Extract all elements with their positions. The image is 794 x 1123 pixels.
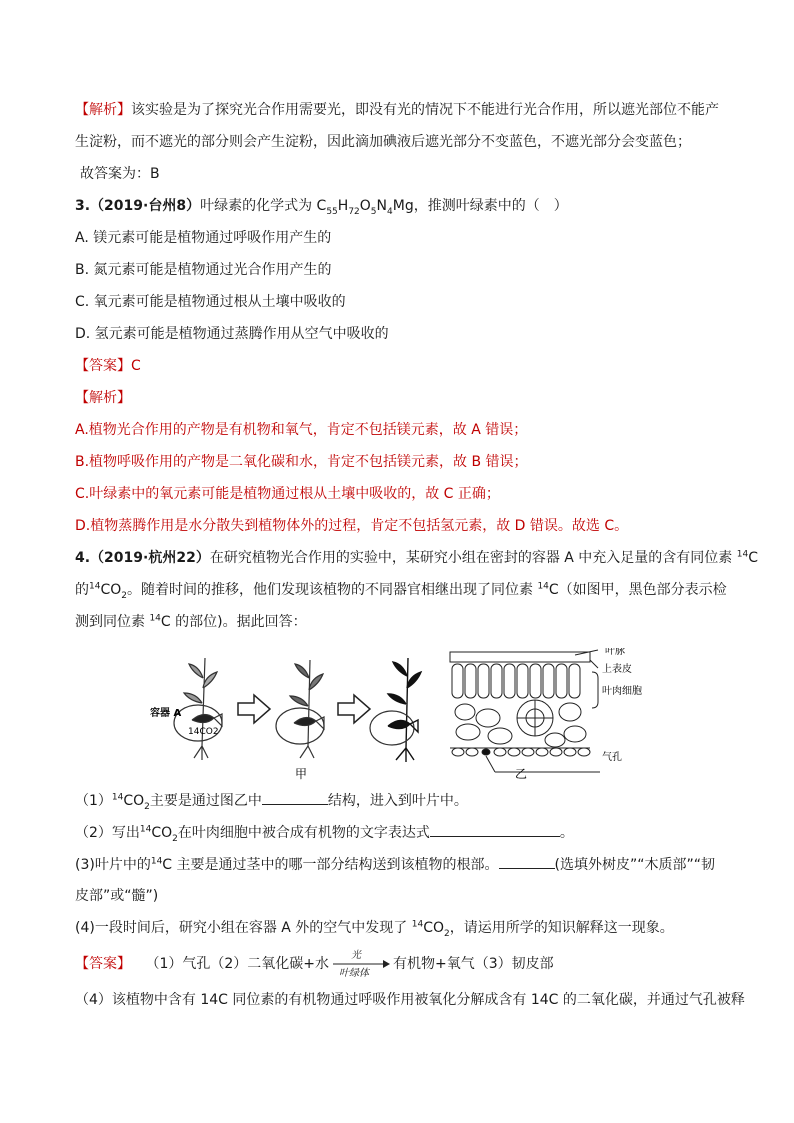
isotope-mass: 14 [149,613,161,624]
isotope-mass: 14 [411,919,424,930]
q4-stem2-post: 。随着时间的推移，他们发现该植物的不同器官相继出现了同位素 [126,582,533,598]
q4-stem1-text: 在研究植物光合作用的实验中，某研究小组在密封的容器 A 中充入足量的含有同位素 [209,550,733,566]
q4-stem2-tail: （如图甲，黑色部分表示检 [558,582,727,598]
q3-formula-sub: 4 [387,206,393,217]
q4-stem-1 [75,548,758,568]
figure-illustration [150,648,710,783]
answer-blank-3[interactable] [499,854,555,869]
q3-stem-pre: 叶绿素的化学式为 C [200,198,327,214]
q3-option-d: D. 氢元素可能是植物通过蒸腾作用从空气中吸收的 [75,326,389,342]
q3-analysis-a: A.植物光合作用的产物是有机物和氧气，肯定不包括镁元素，故 A 错误； [75,422,528,438]
container-label: 容器 A [150,708,182,719]
label-yi: 乙 [515,767,528,781]
co2-text: CO [100,582,122,598]
isotope-symbol: C [748,550,758,566]
q4-answer-part-b: 有机物+氧气（3）韧皮部 [393,956,554,972]
lower-epidermis [452,748,590,756]
prev-answer: 故答案为：B [80,166,160,182]
co2-sub: 2 [444,928,450,939]
q3-analysis-b: B.植物呼吸作用的产物是二氧化碳和水，肯定不包括镁元素，故 B 错误； [75,454,528,470]
palisade-cells [452,664,580,698]
arrow-label-top: 光 [351,950,361,961]
q3-analysis-d: D.植物蒸腾作用是水分散失到植物体外的过程，肯定不包括氢元素，故 D 错误。故选 C。 [75,518,629,534]
q3-analysis-tag: 【解析】 [75,390,131,406]
q4-sub3 [75,854,715,875]
q4-source: 4.（2019·杭州22） [75,550,210,566]
analysis-tag: 【解析】 [75,102,131,118]
q4-sub3-hint-2: 皮部”或“髓”) [75,888,159,904]
q4-sub3-post: 主要是通过茎中的哪一部分结构送到该植物的根部。 [176,857,499,873]
co2-sub: 2 [144,801,150,812]
q3-analysis-c: C.叶绿素中的氧元素可能是植物通过根从土壤中吸收的，故 C 正确； [75,486,500,502]
q4-sub2 [75,822,574,843]
q4-sub3-pre: (3)叶片中的 [75,857,151,873]
q4-sub2-post: 在叶肉细胞中被合成有机物的文字表达式 [177,825,430,841]
analysis-line-2: 生淀粉，而不遮光的部分则会产生淀粉，因此滴加碘液后遮光部分不变蓝色，不遮光部分会变蓝色； [75,134,691,150]
q4-sub1-pre: （1） [75,793,112,809]
q4-sub1-post: 结构，进入到叶片中。 [327,793,468,809]
co2-sub: 2 [121,590,127,601]
isotope-symbol: C [160,614,171,630]
label-stoma: 气孔 [602,752,622,763]
q4-answer-4: （4）该植物中含有 14C 同位素的有机物通过呼吸作用被氧化分解成含有 14C 的二氧化碳，并通过气孔被释 [75,992,745,1008]
q4-sub4 [75,918,674,938]
plant-stage-2 [276,660,324,758]
q4-answer-tag: 【答案】 [75,956,131,972]
q4-answer-part-a: （1）气孔（2）二氧化碳+水 [145,956,329,972]
isotope-mass: 14 [736,549,749,560]
plant-stage-3 [370,658,421,762]
q3-formula-el: N [376,198,388,214]
co2-text: CO [423,920,445,936]
q3-stem-post: ，推测叶绿素中的（ ） [413,198,568,214]
leaf-cross-section [450,650,600,772]
q3-formula-sub: 5 [370,206,377,217]
q3-stem [75,196,568,216]
arrow-label-bottom: 叶绿体 [339,968,369,979]
q4-stem2-pre: 的 [75,582,89,598]
q3-answer-tag: 【答案】 [75,358,131,374]
q3-formula-el: Mg [392,198,414,214]
isotope-mass: 14 [537,581,549,592]
answer-blank-1[interactable] [262,790,328,805]
co2-sub: 2 [172,833,178,844]
isotope-mass: 14 [111,792,124,803]
q3-formula-el: O [359,198,371,214]
q4-stem-3 [75,612,307,632]
arrow-right-icon [338,695,370,723]
label-jia: 甲 [295,767,308,781]
co2-text: CO [123,793,145,809]
q3-option-b: B. 氮元素可能是植物通过光合作用产生的 [75,262,332,278]
co2-text: CO [151,825,173,841]
q3-formula-sub: 72 [348,206,360,217]
q4-sub1-mid: 主要是通过图乙中 [149,793,262,809]
analysis-text-1: 该实验是为了探究光合作用需要光，即没有光的情况下不能进行光合作用，所以遮光部位不能产 [131,102,719,118]
q3-source: 3.（2019·台州8） [75,198,201,214]
q3-answer [75,356,141,376]
figure-plants-and-leaf [150,648,710,783]
q4-answer [75,950,554,978]
stoma [482,749,490,755]
analysis-line-1 [75,100,719,120]
q3-option-c: C. 氧元素可能是植物通过根从土壤中吸收的 [75,294,346,310]
q4-sub4-pre: (4)一段时间后，研究小组在容器 A 外的空气中发现了 [75,920,408,936]
q4-sub2-pre: （2）写出 [75,825,140,841]
isotope-mass: 14 [150,856,163,867]
isotope-symbol: C [548,582,559,598]
q4-stem3-pre: 测到同位素 [75,614,145,630]
q3-answer-value: C [131,358,141,374]
co2-inner-label: 14CO2 [188,727,219,737]
label-vein: 叶脉 [605,648,625,657]
q3-formula-el: H [337,198,349,214]
answer-blank-2[interactable] [430,822,560,837]
arrow-right-icon [238,695,270,723]
isotope-mass: 14 [89,581,101,592]
isotope-symbol: C [162,857,173,873]
q3-option-a: A. 镁元素可能是植物通过呼吸作用产生的 [75,230,332,246]
q4-sub1 [75,790,468,811]
q4-sub4-post: ，请运用所学的知识解释这一现象。 [449,920,674,936]
q4-sub2-end: 。 [559,825,574,841]
q4-sub3-hint: (选填外树皮”“木质部”“韧 [554,857,716,873]
q4-stem-2 [75,580,727,600]
reaction-arrow [331,950,391,978]
label-upper-epidermis: 上表皮 [602,664,632,675]
q4-stem3-post: 的部位)。据此回答： [175,614,307,630]
isotope-mass: 14 [139,824,152,835]
label-mesophyll: 叶肉细胞 [602,686,642,697]
q3-formula-sub: 55 [326,206,338,217]
